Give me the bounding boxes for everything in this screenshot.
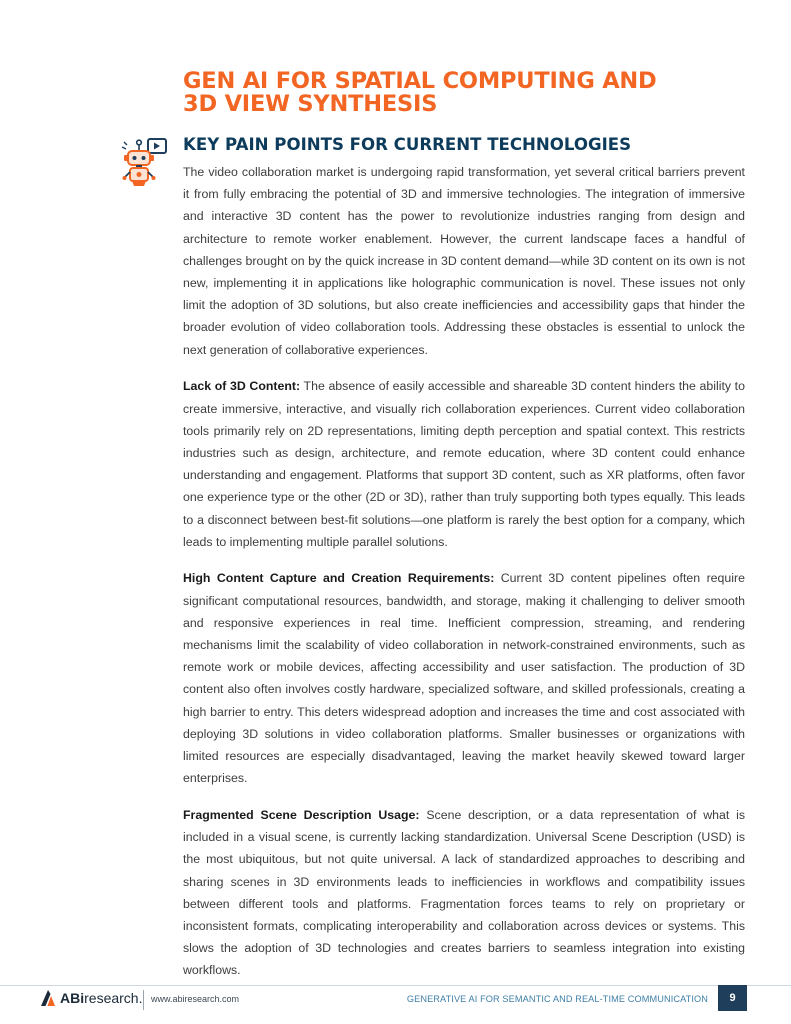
- abi-logo-icon: [41, 990, 57, 1006]
- pain-point-label: Lack of 3D Content:: [183, 379, 301, 394]
- pain-point-fragmented-scene-description: [183, 804, 745, 982]
- page-number-badge: 9: [718, 985, 747, 1011]
- pain-point-text: Current 3D content pipelines often require significant computational resources, bandwidth, and storage, making it challenging to deliver smooth and responsive experiences in real time. Inefficient compression, streaming, and rendering mechanisms limit the scalability of video collaboration in network-constrained environments, such as remote work or mobile devices, affecting accessibility and user satisfaction. The production of 3D content also often involves costly hardware, specialized software, and skilled professionals, creating a high barrier to entry. This deters widespread adoption and increases the time and cost associated with deploying 3D solutions in video collaboration platforms. Smaller businesses or organizations with limited resources are especially disadvantaged, leaving the market heavily skewed toward larger enterprises.: [183, 571, 745, 786]
- section-heading: KEY PAIN POINTS FOR CURRENT TECHNOLOGIES: [183, 135, 632, 154]
- logo-text-light: research.: [84, 990, 143, 1006]
- abi-research-logo[interactable]: [41, 987, 142, 1009]
- body-content: [183, 161, 745, 996]
- pain-point-lack-of-3d-content: [183, 375, 745, 553]
- pain-point-label: Fragmented Scene Description Usage:: [183, 807, 420, 822]
- footer-document-title: GENERATIVE AI FOR SEMANTIC AND REAL-TIME COMMUNICATION: [406, 994, 708, 1004]
- pain-point-text: The absence of easily accessible and shareable 3D content hinders the ability to create immersive, interactive, and visually rich collaboration experiences. Current video collaboration tools primarily rely on 2D representations, limiting depth perception and spatial context. This restricts industries such as design, architecture, and remote education, where 3D content could enhance understanding and engagement. Platforms that support 3D content, such as XR platforms, often favor one experience type or the other (2D or 3D), rather than truly supporting both types equally. This leads to a disconnect between best-fit solutions—one platform is rarely the best option for a company, which leads to implementing multiple parallel solutions.: [183, 379, 745, 549]
- footer-divider-line: [0, 985, 791, 986]
- pain-point-label: High Content Capture and Creation Requirements:: [183, 571, 495, 586]
- pain-point-high-content-requirements: [183, 567, 745, 789]
- page-title-line-1: GEN AI FOR SPATIAL COMPUTING AND: [183, 68, 657, 94]
- footer-separator: [143, 990, 144, 1010]
- robot-play-icon: [118, 135, 174, 191]
- intro-paragraph: The video collaboration market is undergoing rapid transformation, yet several critical barriers prevent it from fully embracing the potential of 3D and immersive technologies. The integration of immersive and interactive 3D content has the power to revolutionize industries ranging from design and architecture to remote worker enablement. However, the current landscape faces a handful of challenges brought on by the quick increase in 3D content demand—while 3D content on its own is not new, implementing it in applications like holographic communication is novel. These issues not only limit the adoption of 3D solutions, but also create inefficiencies and accessibility gaps that hinder the broader evolution of video collaboration tools. Addressing these obstacles is essential to unlock the next generation of collaborative experiences.: [183, 165, 745, 357]
- page-title: [183, 70, 743, 116]
- page-title-line-2: 3D VIEW SYNTHESIS: [183, 91, 438, 117]
- logo-text: [60, 990, 142, 1006]
- footer-url-link[interactable]: www.abiresearch.com: [151, 994, 240, 1004]
- pain-point-text: Scene description, or a data representation of what is included in a visual scene, is currently lacking standardization. Universal Scene Description (USD) is the most ubiquitous, but not quite universal. A lack of standardized approaches to describing and sharing scenes in 3D environments leads to inefficiencies in workflows and compatibility issues between different tools and platforms. Fragmentation forces teams to rely on proprietary or inconsistent formats, complicating interoperability and collaboration across devices or systems. This slows the adoption of 3D technologies and creates barriers to seamless integration into existing workflows.: [183, 807, 745, 978]
- logo-text-bold: ABi: [60, 990, 85, 1006]
